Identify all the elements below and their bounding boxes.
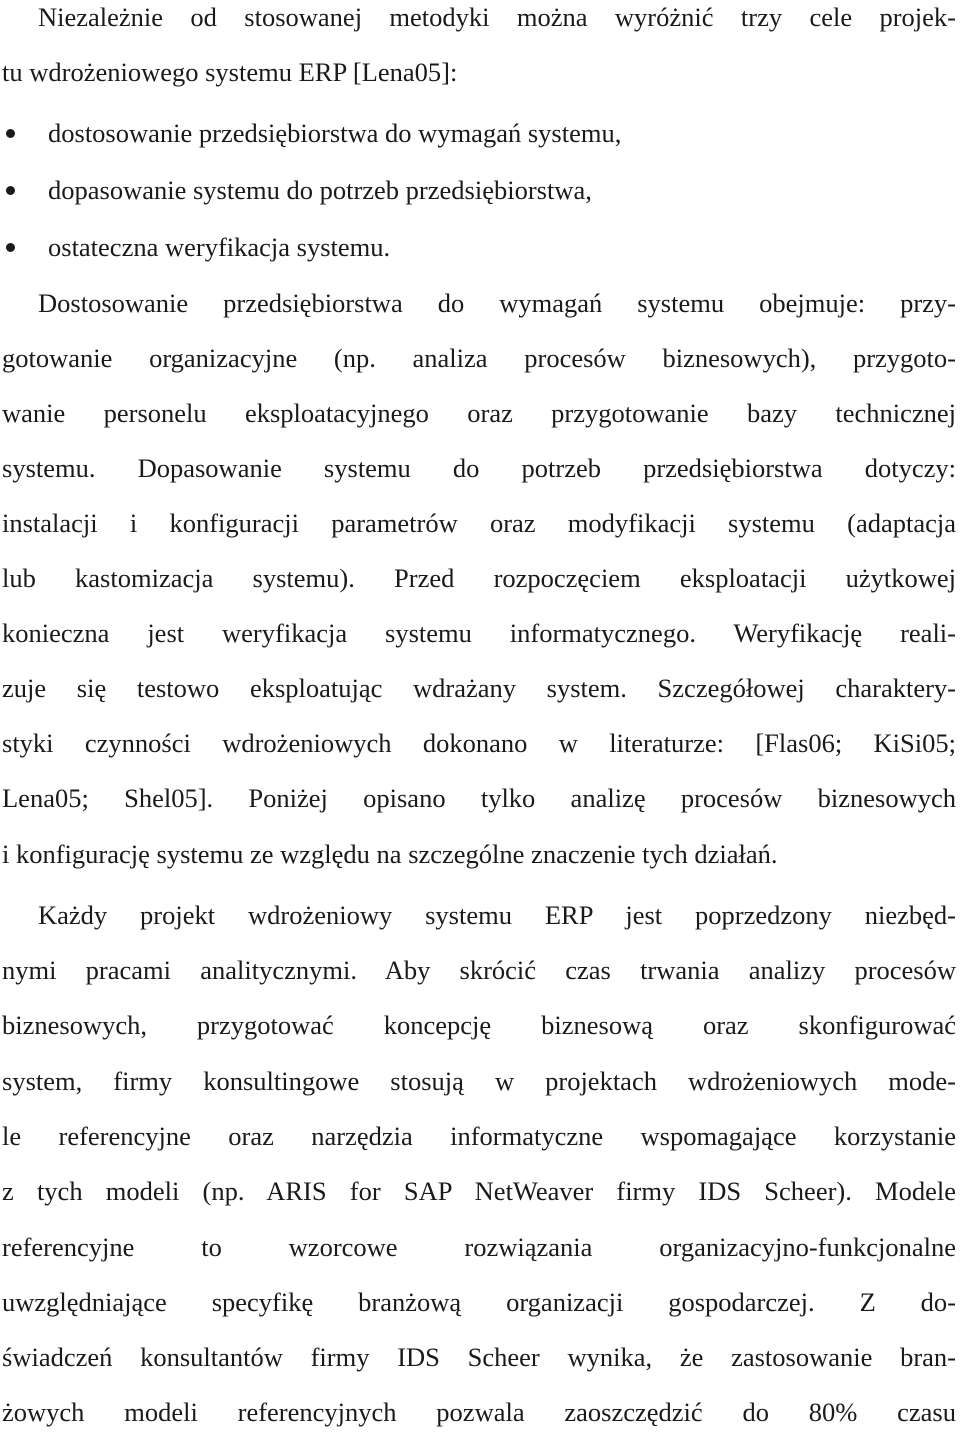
text-line: zuje się testowo eksploatując wdrażany system. Szczegółowej charaktery- bbox=[2, 673, 956, 703]
text-line: le referencyjne oraz narzędzia informatyczne wspomagające korzystanie bbox=[2, 1121, 956, 1151]
text-line: nymi pracami analitycznymi. Aby skrócić czas trwania analizy procesów bbox=[2, 955, 956, 985]
text-line: biznesowych, przygotować koncepcję biznesową oraz skonfigurować bbox=[2, 1010, 956, 1040]
bullet-dot-icon bbox=[6, 243, 15, 252]
bullet-text: dostosowanie przedsiębiorstwa do wymagań systemu, bbox=[48, 118, 622, 148]
text-line: gotowanie organizacyjne (np. analiza procesów biznesowych), przygoto- bbox=[2, 343, 956, 373]
text-line: konieczna jest weryfikacja systemu informatycznego. Weryfikację reali- bbox=[2, 618, 956, 648]
text-line: świadczeń konsultantów firmy IDS Scheer wynika, że zastosowanie bran- bbox=[2, 1342, 956, 1372]
text-line: instalacji i konfiguracji parametrów oraz modyfikacji systemu (adaptacja bbox=[2, 508, 956, 538]
text-line: Lena05; Shel05]. Poniżej opisano tylko analizę procesów biznesowych bbox=[2, 783, 956, 813]
bullet-dot-icon bbox=[6, 186, 15, 195]
text-line: styki czynności wdrożeniowych dokonano w literaturze: [Flas06; KiSi05; bbox=[2, 728, 956, 758]
text-line: lub kastomizacja systemu). Przed rozpoczęciem eksploatacji użytkowej bbox=[2, 563, 956, 593]
text-line: i konfigurację systemu ze względu na szczególne znaczenie tych działań. bbox=[2, 839, 778, 869]
text-line: z tych modeli (np. ARIS for SAP NetWeaver firmy IDS Scheer). Modele bbox=[2, 1176, 956, 1206]
text-line: referencyjne to wzorcowe rozwiązania organizacyjno-funkcjonalne bbox=[2, 1232, 956, 1262]
text-line: system, firmy konsultingowe stosują w projektach wdrożeniowych mode- bbox=[2, 1066, 956, 1096]
text-line: Niezależnie od stosowanej metodyki można wyróżnić trzy cele projek- bbox=[38, 2, 956, 32]
bullet-dot-icon bbox=[6, 129, 15, 138]
text-line: żowych modeli referencyjnych pozwala zaoszczędzić do 80% czasu bbox=[2, 1397, 956, 1427]
text-line: wanie personelu eksploatacyjnego oraz przygotowanie bazy technicznej bbox=[2, 398, 956, 428]
text-line: Dostosowanie przedsiębiorstwa do wymagań systemu obejmuje: przy- bbox=[38, 288, 956, 318]
text-line: systemu. Dopasowanie systemu do potrzeb przedsiębiorstwa dotyczy: bbox=[2, 453, 956, 483]
bullet-text: dopasowanie systemu do potrzeb przedsiębiorstwa, bbox=[48, 175, 592, 205]
text-line: Każdy projekt wdrożeniowy systemu ERP jest poprzedzony niezbęd- bbox=[38, 900, 956, 930]
text-line: uwzględniające specyfikę branżową organizacji gospodarczej. Z do- bbox=[2, 1287, 956, 1317]
bullet-text: ostateczna weryfikacja systemu. bbox=[48, 232, 391, 262]
text-line: tu wdrożeniowego systemu ERP [Lena05]: bbox=[2, 57, 458, 87]
